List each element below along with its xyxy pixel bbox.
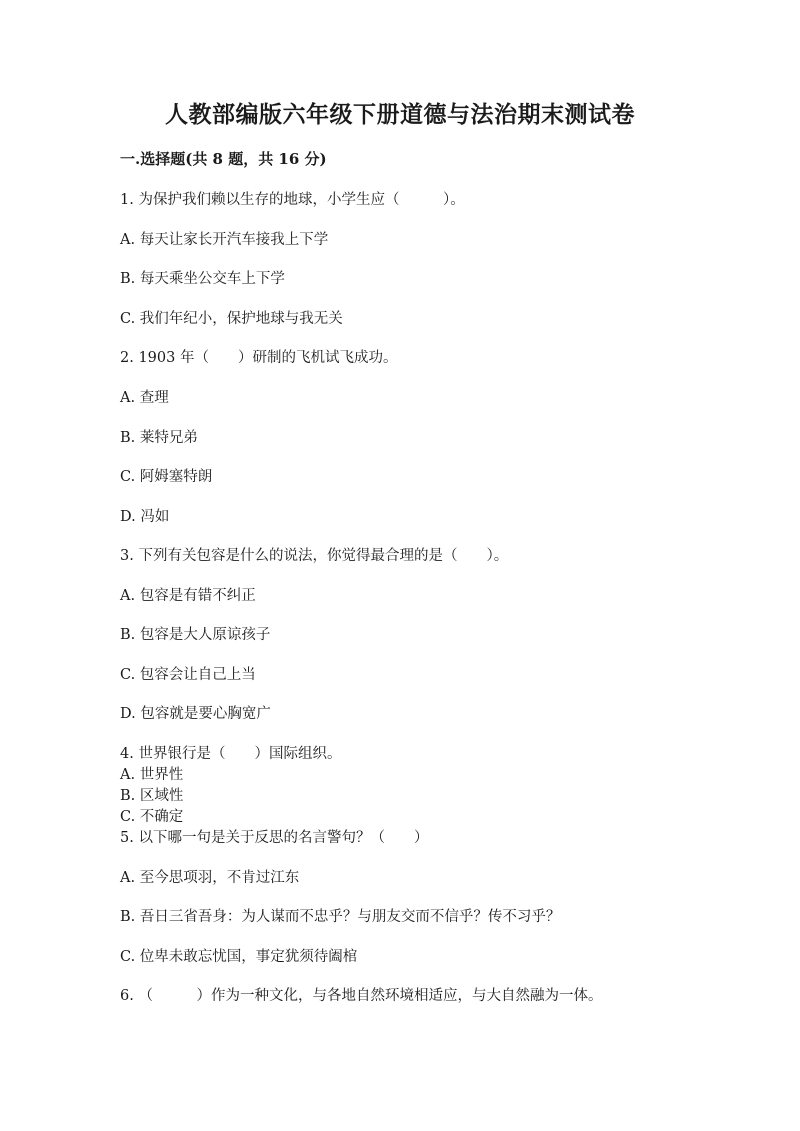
question-4-option-b: B. 区域性 [120,788,184,804]
question-3-option-b: B. 包容是大人原谅孩子 [120,627,271,643]
question-5-stem: 5. 以下哪一句是关于反思的名言警句？（ ） [120,830,429,846]
question-4-stem: 4. 世界银行是（ ）国际组织。 [120,746,342,762]
section-heading: 一.选择题(共 8 题，共 16 分) [120,150,327,168]
question-1-option-a: A. 每天让家长开汽车接我上下学 [120,232,329,248]
question-2-stem: 2. 1903 年（ ）研制的飞机试飞成功。 [120,350,398,366]
question-1-option-b: B. 每天乘坐公交车上下学 [120,271,285,287]
question-6-stem: 6. （ ）作为一种文化，与各地自然环境相适应，与大自然融为一体。 [120,988,603,1004]
question-1-stem: 1. 为保护我们赖以生存的地球，小学生应（ ）。 [120,192,465,208]
question-3-option-a: A. 包容是有错不纠正 [120,588,256,604]
question-2-option-b: B. 莱特兄弟 [120,430,198,446]
question-3-option-c: C. 包容会让自己上当 [120,667,256,683]
question-2-option-a: A. 查理 [120,390,169,406]
exam-title: 人教部编版六年级下册道德与法治期末测试卷 [165,101,635,128]
question-1-option-c: C. 我们年纪小，保护地球与我无关 [120,311,343,327]
question-5-option-a: A. 至今思项羽，不肯过江东 [120,870,300,886]
question-3-option-d: D. 包容就是要心胸宽广 [120,706,271,722]
question-5-option-c: C. 位卑未敢忘忧国，事定犹须待阖棺 [120,949,358,965]
question-3-stem: 3. 下列有关包容是什么的说法，你觉得最合理的是（ ）。 [120,548,509,564]
question-2-option-d: D. 冯如 [120,509,170,525]
question-4-option-a: A. 世界性 [120,767,184,783]
question-4-option-c: C. 不确定 [120,809,184,825]
question-5-option-b: B. 吾日三省吾身：为人谋而不忠乎？与朋友交而不信乎？传不习乎？ [120,909,561,925]
question-2-option-c: C. 阿姆塞特朗 [120,469,213,485]
